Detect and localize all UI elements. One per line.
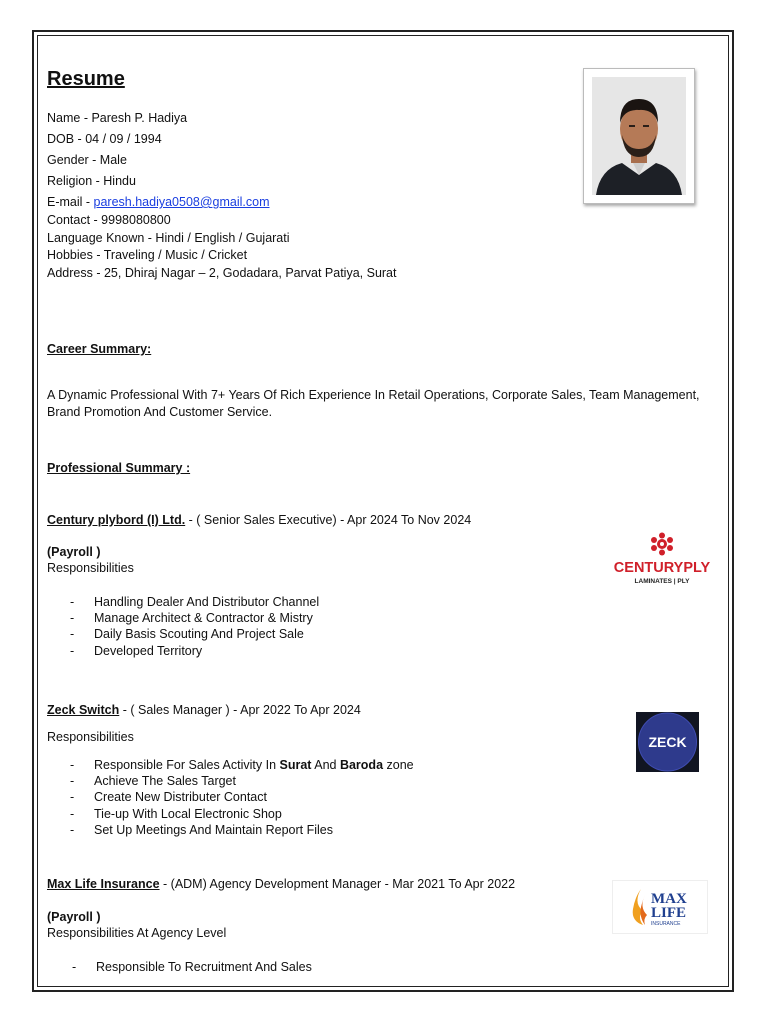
list-item: - Responsible For Sales Activity In Surat And Baroda zone xyxy=(70,758,414,772)
career-summary-heading: Career Summary: xyxy=(47,342,152,356)
resume-title: Resume xyxy=(47,68,125,90)
maxlife-logo-line1: MAX xyxy=(651,891,687,907)
zeck-logo-text: ZECK xyxy=(648,734,687,750)
job-zeck-header xyxy=(47,703,361,718)
job-century-header xyxy=(47,513,471,528)
maxlife-logo-line3: INSURANCE xyxy=(651,921,681,927)
job-century-role: - ( Senior Sales Executive) - Apr 2024 To Nov 2024 xyxy=(185,513,472,527)
centuryply-logo-subtext: LAMINATES | PLY xyxy=(634,578,690,585)
list-item: - Tie-up With Local Electronic Shop xyxy=(70,806,282,821)
professional-summary-heading: Professional Summary : xyxy=(47,461,191,475)
zeck-logo-icon xyxy=(636,712,699,772)
career-summary-line-1: A Dynamic Professional With 7+ Years Of Rich Experience In Retail Operations, Corporate Sales, Team Management, xyxy=(47,388,700,402)
job-maxlife-payroll: (Payroll ) xyxy=(47,910,101,924)
maxlife-logo-icon xyxy=(613,881,707,933)
list-item: - Achieve The Sales Target xyxy=(70,774,236,789)
list-item: - Responsible To Recruitment And Sales xyxy=(72,960,312,974)
centuryply-logo xyxy=(613,532,711,588)
centuryply-logo-text: CENTURYPLY xyxy=(613,560,711,576)
list-item: - Create New Distributer Contact xyxy=(70,790,267,805)
person-portrait-icon xyxy=(592,77,686,195)
maxlife-logo-line2: LIFE xyxy=(651,905,687,921)
job-zeck-resp-label: Responsibilities xyxy=(47,730,134,744)
job-maxlife-resp-list xyxy=(72,959,312,975)
religion-line: Religion - Hindu xyxy=(47,174,136,188)
list-item: - Manage Architect & Contractor & Mistry xyxy=(70,611,313,626)
job-century-resp-label: Responsibilities xyxy=(47,561,134,575)
maxlife-logo xyxy=(612,880,708,934)
profile-photo xyxy=(583,68,695,204)
career-summary-line-2: Brand Promotion And Customer Service. xyxy=(47,405,273,419)
job-maxlife-role: - (ADM) Agency Development Manager - Mar 2021 To Apr 2022 xyxy=(159,877,516,891)
job-century-payroll: (Payroll ) xyxy=(47,545,101,559)
contact-line: Contact - 9998080800 xyxy=(47,213,171,227)
hobbies-line: Hobbies - Traveling / Music / Cricket xyxy=(47,248,248,262)
email-link[interactable]: paresh.hadiya0508@gmail.com xyxy=(93,195,270,209)
job-century-resp-list xyxy=(70,594,319,659)
address-line: Address - 25, Dhiraj Nagar – 2, Godadara, Parvat Patiya, Surat xyxy=(47,266,397,280)
job-zeck-role: - ( Sales Manager ) - Apr 2022 To Apr 2024 xyxy=(119,703,361,717)
centuryply-logo-icon xyxy=(613,532,711,588)
job-maxlife-company: Max Life Insurance xyxy=(47,877,160,891)
list-item: - Developed Territory xyxy=(70,643,203,658)
job-maxlife-resp-label: Responsibilities At Agency Level xyxy=(47,926,227,940)
gender-line: Gender - Male xyxy=(47,153,127,167)
job-maxlife-header xyxy=(47,877,515,892)
job-zeck-company: Zeck Switch xyxy=(47,703,120,717)
languages-line: Language Known - Hindi / English / Gujarati xyxy=(47,231,290,245)
list-item: - Set Up Meetings And Maintain Report Files xyxy=(70,822,334,837)
list-item: - Handling Dealer And Distributor Channel xyxy=(70,595,320,609)
job-century-company: Century plybord (I) Ltd. xyxy=(47,513,186,527)
zeck-logo xyxy=(636,712,699,772)
job-zeck-resp-list xyxy=(70,757,414,838)
name-line: Name - Paresh P. Hadiya xyxy=(47,111,188,125)
email-label: E-mail - xyxy=(47,195,94,209)
dob-line: DOB - 04 / 09 / 1994 xyxy=(47,132,162,146)
list-item: - Daily Basis Scouting And Project Sale xyxy=(70,627,304,642)
email-line xyxy=(47,195,270,210)
